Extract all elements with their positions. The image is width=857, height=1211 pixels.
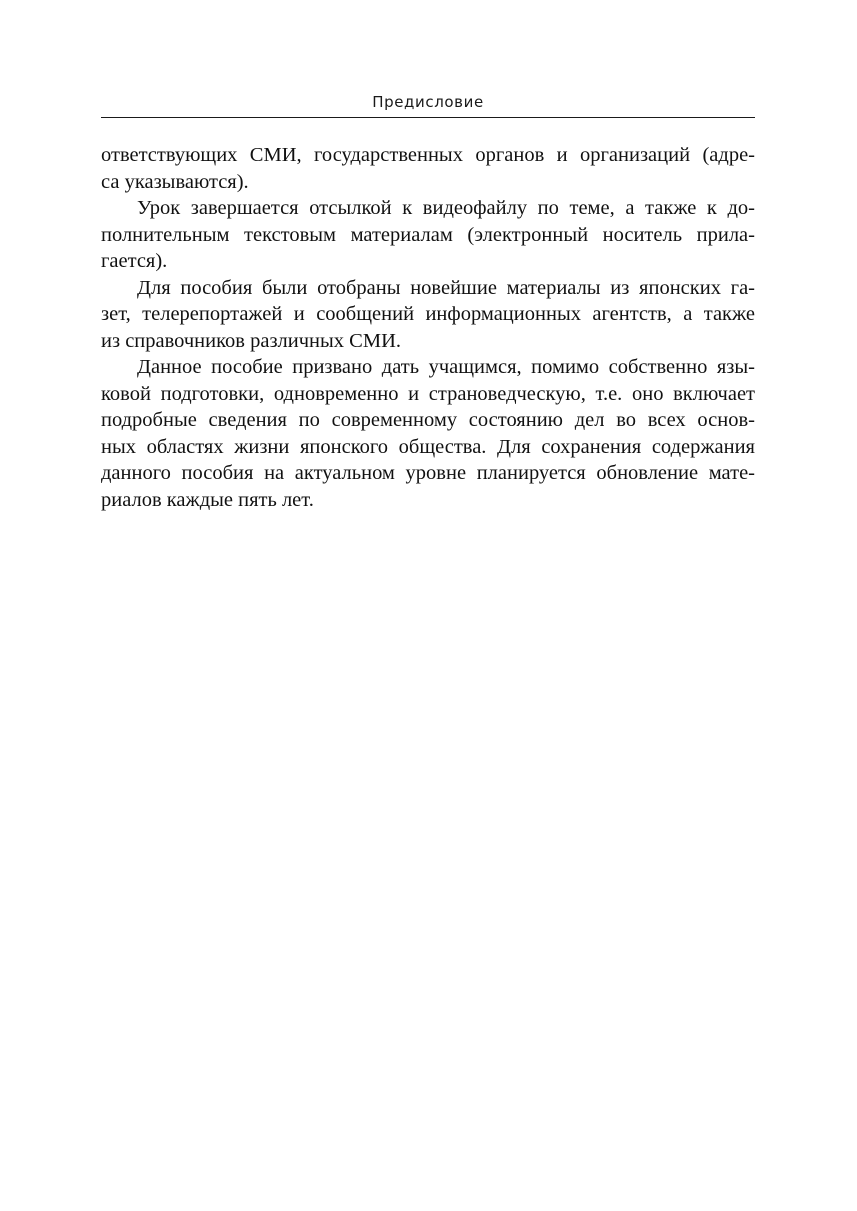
paragraph-purpose [101, 354, 755, 513]
text-line: из справочников различных СМИ. [101, 329, 402, 352]
text-line: риалов каждые пять лет. [101, 488, 314, 511]
text-line: са указываются). [101, 170, 249, 193]
text-line: полнительным текстовым материалам (электронный носитель прила- [101, 223, 755, 246]
text-line: ных областях жизни японского общества. Для сохранения содержания [101, 435, 755, 458]
running-head: Предисловие [372, 93, 484, 111]
header-rule [101, 117, 755, 118]
text-line: подробные сведения по современному состоянию дел во всех основ- [101, 409, 755, 431]
text-line: Для пособия были отобраны новейшие материалы из японских га- [137, 276, 755, 299]
paragraph-lesson-end [101, 195, 755, 275]
text-line: зет, телерепортажей и сообщений информационных агентств, а также [101, 303, 755, 325]
text-line: гается). [101, 250, 168, 272]
text-line: ковой подготовки, одновременно и страноведческую, т.е. оно включает [101, 382, 755, 405]
text-line: Данное пособие призвано дать учащимся, помимо собственно язы- [137, 356, 755, 378]
paragraph-continuation [101, 142, 755, 195]
text-line: данного пособия на актуальном уровне планируется обновление мате- [101, 462, 755, 484]
paragraph-materials [101, 275, 755, 355]
body-text [101, 142, 755, 513]
text-line: ответствующих СМИ, государственных органов и организаций (адре- [101, 144, 755, 166]
text-line: Урок завершается отсылкой к видеофайлу по теме, а также к до- [137, 197, 755, 219]
